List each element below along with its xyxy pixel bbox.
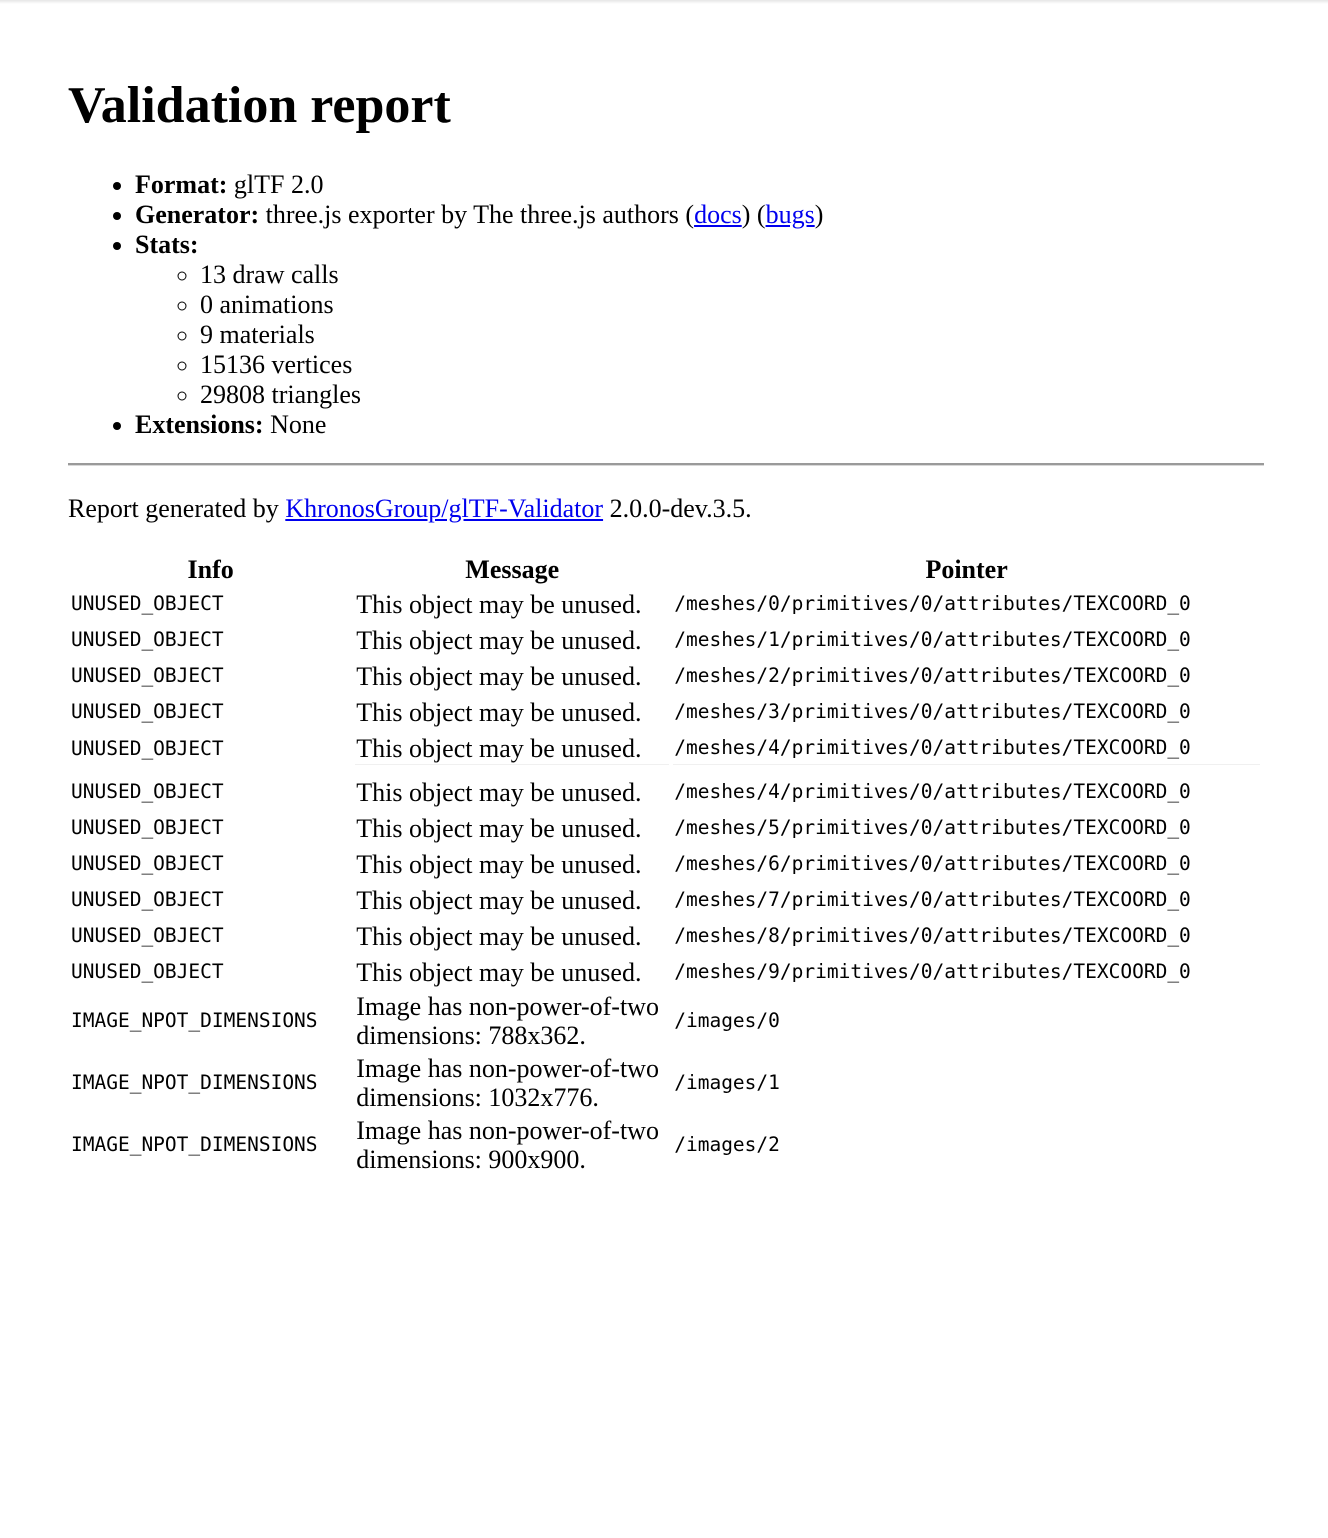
stat-vertices: ◦ 15136 vertices xyxy=(200,350,823,380)
issue-code: IMAGE_NPOT_DIMENSIONS xyxy=(71,1009,318,1032)
table-row xyxy=(70,732,1260,765)
issue-code: UNUSED_OBJECT xyxy=(71,816,224,839)
issue-code: IMAGE_NPOT_DIMENSIONS xyxy=(71,1133,318,1156)
table-row xyxy=(70,660,1260,692)
issue-message: This object may be unused. xyxy=(356,885,642,915)
issue-message: This object may be unused. xyxy=(356,589,642,619)
issue-message: This object may be unused. xyxy=(356,921,642,951)
stat-materials: ◦ 9 materials xyxy=(200,320,823,350)
top-shadow xyxy=(0,0,1328,4)
issue-code: UNUSED_OBJECT xyxy=(71,780,224,803)
issue-message: This object may be unused. xyxy=(356,625,642,655)
report-prefix: Report generated by xyxy=(68,494,286,523)
table-row xyxy=(70,696,1260,728)
generator-separator: ) ( xyxy=(741,200,766,229)
issue-message: This object may be unused. xyxy=(355,732,669,765)
header-pointer: Pointer xyxy=(925,555,1008,584)
table-row xyxy=(70,1116,1260,1174)
issue-pointer: /meshes/4/primitives/0/attributes/TEXCOORD_0 xyxy=(673,732,1260,765)
issue-code: UNUSED_OBJECT xyxy=(71,736,224,760)
issue-code: UNUSED_OBJECT xyxy=(71,924,224,947)
issue-pointer: /meshes/2/primitives/0/attributes/TEXCOORD_0 xyxy=(674,664,1191,687)
docs-link[interactable]: docs xyxy=(694,200,742,229)
row-spacer xyxy=(70,769,1260,772)
extensions-value: None xyxy=(270,410,327,439)
issue-message: This object may be unused. xyxy=(356,957,642,987)
issue-pointer: /images/2 xyxy=(674,1133,780,1156)
issue-code: UNUSED_OBJECT xyxy=(71,700,224,723)
stat-draw-calls: ◦ 13 draw calls xyxy=(200,260,823,290)
summary-item-extensions xyxy=(135,410,823,440)
table-row xyxy=(70,624,1260,656)
table-row xyxy=(70,956,1260,988)
summary-item-format xyxy=(135,170,823,200)
header-info: Info xyxy=(187,555,234,584)
generator-label: Generator: xyxy=(135,200,260,229)
issue-pointer: /meshes/3/primitives/0/attributes/TEXCOORD_0 xyxy=(674,700,1191,723)
issue-pointer: /meshes/6/primitives/0/attributes/TEXCOORD_0 xyxy=(674,852,1191,875)
page-title: Validation report xyxy=(68,77,451,134)
summary-list xyxy=(68,170,823,440)
generator-close: ) xyxy=(814,200,824,229)
issue-pointer: /meshes/5/primitives/0/attributes/TEXCOORD_0 xyxy=(674,816,1191,839)
format-label: Format: xyxy=(135,170,228,199)
summary-item-stats xyxy=(135,230,823,410)
format-value: glTF 2.0 xyxy=(233,170,324,199)
summary-item-generator xyxy=(135,200,823,230)
validator-link[interactable]: KhronosGroup/glTF-Validator xyxy=(285,494,604,523)
issue-code: UNUSED_OBJECT xyxy=(71,592,224,615)
issue-pointer: /images/0 xyxy=(674,1009,780,1032)
issue-code: UNUSED_OBJECT xyxy=(71,888,224,911)
table-row xyxy=(70,884,1260,916)
table-row xyxy=(70,848,1260,880)
issue-message: Image has non-power-of-two dimensions: 788x362. xyxy=(356,992,659,1050)
generator-value: three.js exporter by The three.js authors ( xyxy=(265,200,695,229)
stats-list xyxy=(135,260,823,410)
issue-code: UNUSED_OBJECT xyxy=(71,664,224,687)
issue-code: IMAGE_NPOT_DIMENSIONS xyxy=(71,1071,318,1094)
table-row xyxy=(70,1054,1260,1112)
issue-pointer: /meshes/1/primitives/0/attributes/TEXCOORD_0 xyxy=(674,628,1191,651)
issue-message: This object may be unused. xyxy=(356,813,642,843)
issue-code: UNUSED_OBJECT xyxy=(71,852,224,875)
issue-code: UNUSED_OBJECT xyxy=(71,960,224,983)
issue-code: UNUSED_OBJECT xyxy=(71,628,224,651)
table-row xyxy=(70,776,1260,808)
issue-message: This object may be unused. xyxy=(356,697,642,727)
issues-table xyxy=(66,552,1264,1178)
issue-pointer: /images/1 xyxy=(674,1071,780,1094)
report-version: 2.0.0-dev.3.5. xyxy=(603,494,752,523)
report-generated-line xyxy=(68,494,752,524)
issue-message: This object may be unused. xyxy=(356,777,642,807)
table-row xyxy=(70,920,1260,952)
issue-message: Image has non-power-of-two dimensions: 900x900. xyxy=(356,1116,659,1174)
table-row xyxy=(70,588,1260,620)
extensions-label: Extensions: xyxy=(135,410,264,439)
table-header-row xyxy=(70,556,1260,584)
issue-message: This object may be unused. xyxy=(356,849,642,879)
issue-message: Image has non-power-of-two dimensions: 1032x776. xyxy=(356,1054,659,1112)
issue-pointer: /meshes/7/primitives/0/attributes/TEXCOORD_0 xyxy=(674,888,1191,911)
issue-pointer: /meshes/0/primitives/0/attributes/TEXCOORD_0 xyxy=(674,592,1191,615)
header-message: Message xyxy=(465,555,560,584)
stats-label: Stats: xyxy=(135,230,199,259)
bugs-link[interactable]: bugs xyxy=(765,200,815,229)
issue-pointer: /meshes/9/primitives/0/attributes/TEXCOORD_0 xyxy=(674,960,1191,983)
horizontal-rule xyxy=(68,463,1264,466)
stat-triangles: ◦ 29808 triangles xyxy=(200,380,823,410)
table-row xyxy=(70,992,1260,1050)
issue-message: This object may be unused. xyxy=(356,661,642,691)
issue-pointer: /meshes/4/primitives/0/attributes/TEXCOORD_0 xyxy=(674,780,1191,803)
table-row xyxy=(70,812,1260,844)
issue-pointer: /meshes/8/primitives/0/attributes/TEXCOORD_0 xyxy=(674,924,1191,947)
stat-animations: ◦ 0 animations xyxy=(200,290,823,320)
